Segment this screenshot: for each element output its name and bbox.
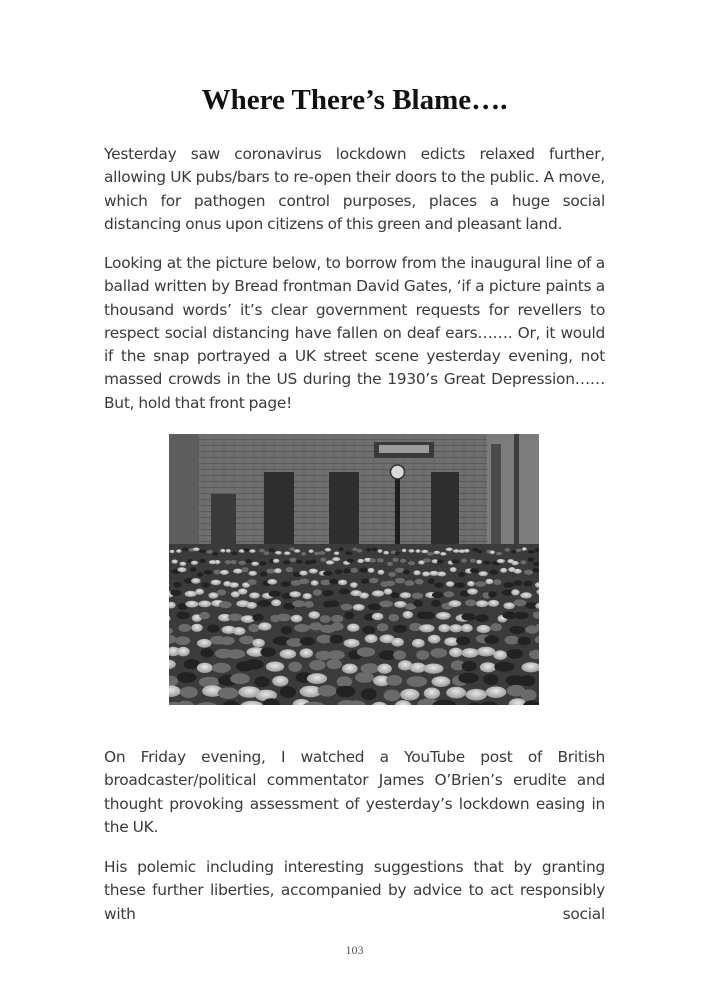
paragraph: Yesterday saw coronavirus lockdown edicts relaxed further, allowing UK pubs/bars to re-open their doors to the public. A move, which for pathogen control purposes, places a huge social distancing onus upon citizens of this green and pleasant land. (104, 145, 605, 233)
page-title: Where There’s Blame…. (201, 84, 508, 116)
paragraph: His polemic including interesting suggestions that by granting these further liberties, accompanied by advice to act responsibly with social (104, 858, 605, 923)
page-number: 103 (345, 943, 364, 957)
crowd-photograph (169, 434, 539, 705)
paragraph: On Friday evening, I watched a YouTube post of British broadcaster/political commentator James O’Brien’s erudite and thought provoking assessment of yesterday’s lockdown easing in the UK. (104, 748, 605, 836)
paragraph: Looking at the picture below, to borrow from the inaugural line of a ballad written by Bread frontman David Gates, ‘if a picture paints a thousand words’ it’s clear government requests for revellers to respect social distancing have fallen on deaf ears……. Or, it would if the snap portrayed a UK street scene yesterday evening, not massed crowds in the US during the 1930’s Great Depression…… But, hold that front page! (104, 254, 605, 412)
